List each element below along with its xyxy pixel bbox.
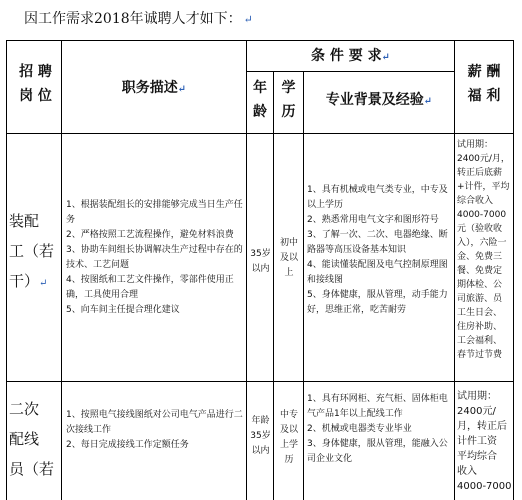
requirement-item: 1、具有环网柜、充气柜、固体柜电气产品1年以上配线工作: [307, 394, 448, 419]
header-age: 年 龄: [253, 80, 267, 120]
row2-education: 中专 及以 上学 历: [279, 410, 298, 465]
requirement-item: 2、机械或电器类专业毕业: [307, 424, 412, 434]
requirement-item: 1、具有机械或电气类专业，中专及以上学历: [307, 185, 448, 210]
row1-salary: 试用期： 2400元/月， 转正后底薪 +计件，平均 综合收入 4000-7000 元（验收收 入），六险一 金、免费三 餐、免费定 期体检、公 司旅游、员 工生日会、 住房补助、 工会福利、 春节过节费: [457, 140, 510, 360]
duty-item: 1、根据装配组长的安排能够完成当日生产任务: [66, 200, 243, 225]
header-position: 招 聘 岗 位: [19, 64, 52, 104]
requirement-item: 3、身体健康，服从管理，能融入公司企业文化: [307, 439, 448, 464]
paragraph-mark-icon: ↵: [243, 13, 253, 26]
duty-item: 5、向车间主任提合理化建议: [66, 305, 180, 315]
row2-duties: [66, 408, 244, 453]
duty-item: 3、协助车间组长协调解决生产过程中存在的技术、工艺问题: [66, 245, 243, 270]
row1-education: 初中 及以 上: [279, 238, 298, 278]
row2-salary: 试用期： 2400元/ 月，转正后 计件工资 平均综合 收入 4000-7000: [457, 391, 512, 492]
row1-position: 装配 工（若 干）↵: [9, 212, 55, 290]
row2-background: [307, 392, 452, 467]
row1-background: [307, 183, 452, 318]
intro-text: 因工作需求2018年诚聘人才如下： ↵: [24, 11, 253, 27]
requirement-item: 4、能读懂装配图及电气控制原理图和接线图: [307, 260, 448, 285]
header-background: 专业背景及经验↵: [325, 92, 433, 108]
header-salary: 薪 酬 福 利: [467, 64, 501, 104]
requirement-item: 2、熟悉常用电气文字和图形符号: [307, 215, 439, 225]
row2-position: 二次 配线 员（若: [9, 400, 55, 478]
duty-item: 4、按图纸和工艺文件操作，零部件使用正确，工具使用合理: [66, 275, 234, 300]
row2-age: 年龄 35岁 以内: [250, 416, 271, 456]
row1-duties: [66, 198, 244, 318]
duty-item: 2、每日完成接线工作定额任务: [66, 440, 189, 450]
duty-item: 1、按照电气接线图纸对公司电气产品进行二次接线工作: [66, 410, 243, 435]
header-education: 学 历: [281, 80, 296, 120]
duty-item: 2、严格按照工艺流程操作，避免材料浪费: [66, 230, 234, 240]
header-requirements: 条 件 要 求↵: [310, 48, 390, 64]
requirement-item: 5、身体健康，服从管理，动手能力好，思维正常，吃苦耐劳: [307, 290, 448, 315]
header-duties: 职务描述↵: [121, 80, 187, 96]
requirement-item: 3、了解一次、二次、电器绝缘、断路器等高压设备基本知识: [307, 230, 448, 255]
row1-age: 35岁 以内: [250, 249, 271, 274]
